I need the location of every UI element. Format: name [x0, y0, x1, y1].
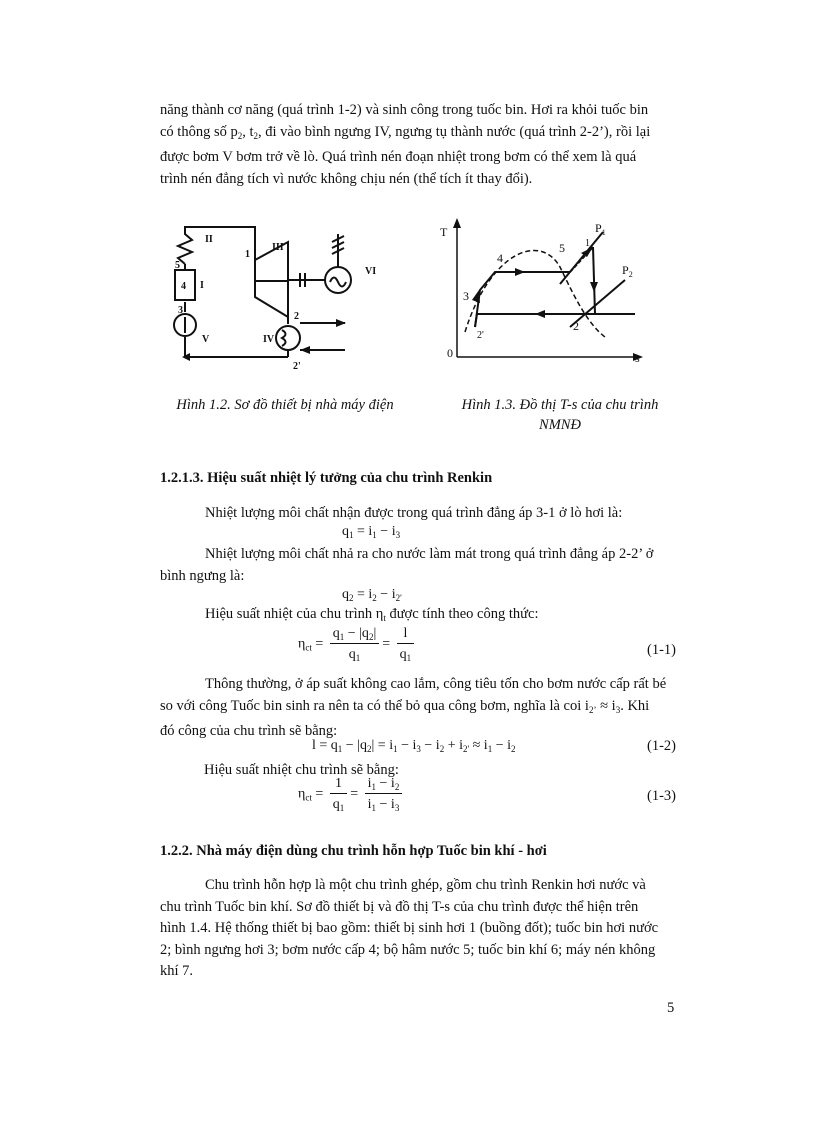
section-heading-1213: 1.2.1.3. Hiệu suất nhiệt lý tưởng của chu trình Renkin — [160, 470, 493, 486]
equation-number-1-2: (1-2) — [647, 738, 676, 754]
intro-line: năng thành cơ năng (quá trình 1-2) và sinh công trong tuốc bin. Hơi ra khỏi tuốc bin — [160, 102, 649, 118]
label-i: I — [200, 280, 204, 291]
equation-q2: $q_2 = i_2 - i_{2'}$ — [342, 587, 402, 603]
paragraph-heat-rejected: Nhiệt lượng môi chất nhả ra cho nước làm mát trong quá trình đẳng áp 2-2’ ở bình ngưng là: — [160, 546, 654, 584]
ts-diagram-figure — [435, 212, 675, 372]
label-n5: 5 — [175, 260, 180, 271]
point-2p-label: 2' — [477, 330, 484, 341]
paragraph-combined-cycle: Chu trình hỗn hợp là một chu trình ghép, gồm chu trình Renkin hơi nước và chu trình Tuốc bin khí. Sơ đồ thiết bị và đồ thị T-s của chu trình được thể hiện trên hình 1.4. Hệ thống thiết bị bao gồm: thiết bị sinh hơi 1 (buồng đốt); tuốc bin hơi nước 2; bình ngưng hơi 3; bơm nước cấp 4; bộ hâm nước 5; tuốc bin khí 6; máy nén không khí 7. — [160, 877, 659, 979]
equation-1-3: $\eta_{ct}$ = $\frac{1}{q_1}$ = $\frac{i_1 - i_2}{i_1 - i_3}$ — [298, 776, 405, 813]
label-n3: 3 — [178, 305, 183, 316]
turbine-icon — [255, 242, 288, 317]
saturation-dome — [465, 250, 605, 337]
equation-q1: $q_1 = i_1 - i_3$ — [342, 524, 401, 540]
paragraph-heat-supplied: Nhiệt lượng môi chất nhận được trong quá trình đẳng áp 3-1 ở lò hơi là: — [205, 505, 623, 521]
point-5-label: 5 — [559, 241, 565, 255]
figure-1-3-caption: Hình 1.3. Đồ thị T-s của chu trình NMNĐ — [461, 397, 659, 433]
label-n4: 4 — [181, 281, 186, 292]
origin-label: 0 — [447, 346, 453, 360]
intro-line: có thông số $p_2$, $t_2$, đi vào bình ngưng IV, ngưng tụ thành nước (quá trình 2-2’), rồi lại — [160, 123, 651, 141]
cycle-path — [475, 232, 635, 327]
label-ii: II — [205, 234, 213, 245]
section-heading-122: 1.2.2. Nhà máy điện dùng chu trình hỗn hợp Tuốc bin khí - hơi — [160, 843, 547, 859]
label-iii: III — [272, 242, 284, 253]
paragraph-pump-work: Thông thường, ở áp suất không cao lắm, công tiêu tốn cho bơm nước cấp rất bé so với công Tuốc bin sinh ra nên ta có thể bỏ qua công bơm, nghĩa là coi $i_{2’} \approx i_3$. Khi đó công của chu trình sẽ bằng: — [160, 676, 667, 739]
label-n1: 1 — [245, 249, 250, 260]
label-vi: VI — [365, 266, 377, 277]
paragraph-efficiency-result: Hiệu suất nhiệt chu trình sẽ bằng: — [204, 762, 399, 778]
paragraph-efficiency-intro: Hiệu suất nhiệt của chu trình $\eta_t$ được tính theo công thức: — [205, 606, 539, 623]
point-4-label: 4 — [497, 251, 503, 265]
label-n2: 2 — [294, 311, 299, 322]
point-3-label: 3 — [463, 289, 469, 303]
point-2-label: 2 — [573, 319, 579, 333]
intro-paragraph — [160, 100, 676, 190]
intro-line: được bơm V bơm trở về lò. Quá trình nén đoạn nhiệt trong bơm có thể xem là quá — [160, 149, 637, 165]
intro-line: trình nén đẳng tích vì nước không chịu nén (thể tích ít thay đổi). — [160, 170, 533, 187]
plant-schematic-figure — [160, 212, 400, 372]
equation-number-1-1: (1-1) — [647, 642, 676, 658]
equation-1-2: $l = q_1 - |q_2| = i_1 - i_3 - i_2 + i_{2'} \approx i_1 - i_2$ — [312, 738, 516, 754]
p2-label: $P_2$ — [622, 263, 633, 279]
label-n2p: 2' — [293, 361, 301, 372]
label-v: V — [202, 334, 210, 345]
page-number: 5 — [667, 1000, 675, 1016]
p1-label: $P_1$ — [595, 221, 606, 237]
condenser-icon — [276, 326, 300, 350]
equation-number-1-3: (1-3) — [647, 788, 676, 804]
label-iv: IV — [263, 334, 275, 345]
axis-s-label: s — [635, 351, 640, 365]
figure-1-2-caption: Hình 1.2. Sơ đồ thiết bị nhà máy điện — [176, 397, 394, 413]
superheater-icon — [178, 227, 255, 264]
axis-t-label: T — [440, 225, 448, 239]
point-1-label: 1 — [585, 238, 590, 249]
equation-1-1: $\eta_{ct}$ = $\frac{q_1 - |q_2|}{q_1}$ = $\frac{l}{q_1}$ — [298, 626, 417, 663]
